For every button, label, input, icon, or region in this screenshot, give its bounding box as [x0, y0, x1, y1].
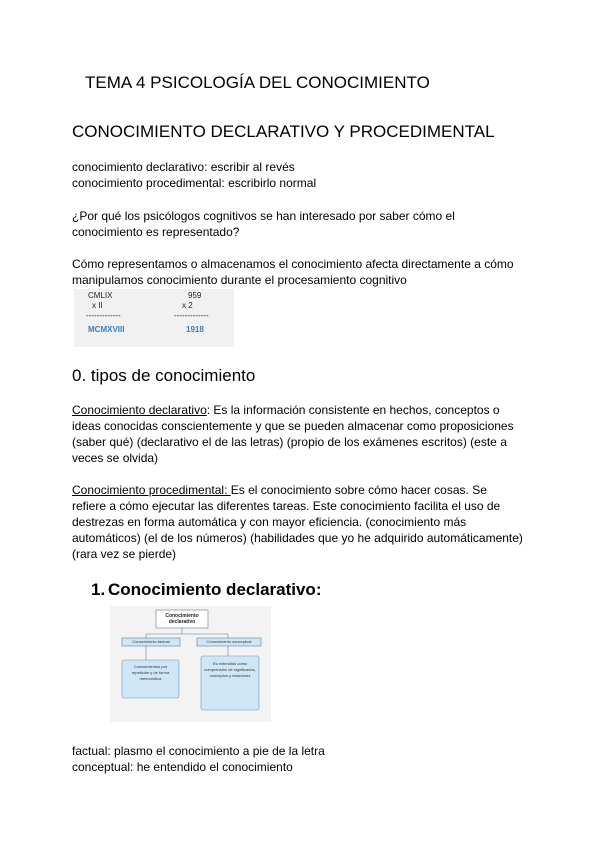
arabic-result: 1918 — [186, 325, 204, 334]
declarativo-paragraph-line: (saber qué) (declarativo el de las letras) (propio de los exámenes escritos) (este a — [72, 435, 507, 449]
roman-result: MCMXVIII — [88, 325, 125, 334]
declarative-knowledge-diagram — [110, 606, 271, 722]
procedimental-paragraph-line — [72, 482, 487, 498]
procedimental-paragraph-line: automáticos) (el de los números) (habilidades que yo he adquirido automáticamente) — [72, 531, 523, 545]
paragraph-line: conocimiento procedimental: escribirlo normal — [72, 176, 317, 190]
question-line: ¿Por qué los psicólogos cognitivos se han interesado por saber cómo el — [72, 209, 455, 223]
procedimental-term: Conocimiento procedimental: — [72, 483, 231, 497]
answer-line: manipulamos conocimiento durante el procesamiento cognitivo — [72, 273, 407, 287]
arabic-divider: ------------- — [174, 311, 209, 320]
subsection-heading-declarativo: Conocimiento declarativo: — [108, 580, 322, 599]
declarativo-text: : Es la información consistente en hechos, conceptos o — [206, 403, 500, 417]
question-line: conocimiento es representado? — [72, 225, 240, 239]
procedimental-paragraph-line: (rara vez se pierde) — [72, 547, 177, 561]
procedimental-paragraph-line: refiere a cómo ejecutar las diferentes tareas. Este conocimiento facilita el uso de — [72, 499, 501, 513]
left-detail-text: Conocimientos por repetición y de forma memorística — [131, 664, 170, 681]
section-heading-tipos: 0. tipos de conocimiento — [72, 366, 256, 385]
root-label — [156, 613, 208, 625]
procedimental-text: Es el conocimiento sobre cómo hacer cosas. Se — [230, 483, 487, 497]
roman-numerals-figure — [74, 289, 234, 347]
conceptual-line: conceptual: he entendido el conocimiento — [72, 760, 293, 774]
declarativo-paragraph-line: veces se olvida) — [72, 451, 159, 465]
section-heading-declarativo-procedimental: CONOCIMIENTO DECLARATIVO Y PROCEDIMENTAL — [72, 122, 495, 141]
left-branch-label: Conocimiento factual — [132, 639, 170, 644]
procedimental-paragraph-line: destrezas en forma automática y con mayor eficiencia. (conocimiento más — [72, 515, 467, 529]
factual-line: factual: plasmo el conocimiento a pie de la letra — [72, 744, 325, 758]
right-branch-label: Conocimiento conceptual — [206, 639, 252, 644]
declarativo-paragraph-line: ideas conocidas conscientemente y que se pueden almacenar como proposiciones — [72, 419, 514, 433]
paragraph-line: conocimiento declarativo: escribir al revés — [72, 160, 295, 174]
arabic-top: 959 — [188, 291, 202, 300]
right-detail-text: Es entendido como comprensión de significados, conceptos y relaciones — [204, 661, 256, 678]
roman-top: CMLIX — [88, 291, 113, 300]
answer-line: Cómo representamos o almacenamos el conocimiento afecta directamente a cómo — [72, 257, 514, 271]
roman-multiplier: x II — [92, 301, 103, 310]
document-title: TEMA 4 PSICOLOGÍA DEL CONOCIMIENTO — [85, 73, 430, 92]
declarativo-term: Conocimiento declarativo — [72, 403, 207, 417]
roman-divider: ------------- — [86, 311, 121, 320]
arabic-multiplier: x 2 — [182, 301, 193, 310]
subsection-number: 1. — [91, 580, 106, 599]
root-label-line1: Conocimiento — [165, 613, 199, 619]
root-label-line2: declarativo — [168, 619, 196, 625]
declarativo-paragraph-line — [72, 402, 500, 418]
